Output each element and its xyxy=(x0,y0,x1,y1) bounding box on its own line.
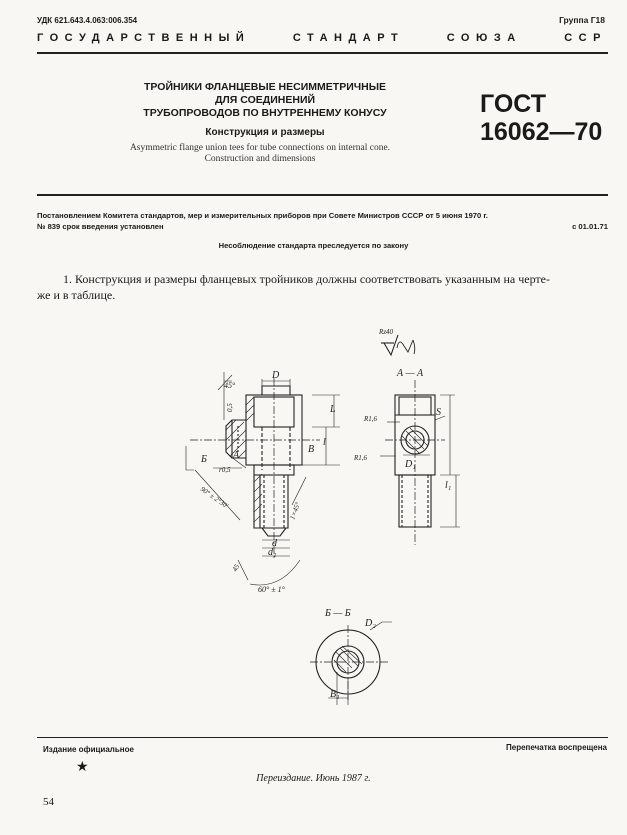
dim-D: D xyxy=(272,370,280,381)
angle-45-label: 45° xyxy=(224,381,236,390)
dim-d1: d₁ xyxy=(268,547,277,558)
title-line: Asymmetric flange union tees for tube connections on internal cone. xyxy=(129,143,391,153)
banner-word: СТАНДАРТ xyxy=(292,32,405,44)
decree-line: Постановлением Комитета стандартов, мер и измерительных приборов при Совете Министров СССР от 5 июня 1970 г. xyxy=(37,211,488,220)
paragraph-1-cont: же и в таблице. xyxy=(37,288,116,302)
title-line: ТРУБОПРОВОДОВ ПО ВНУТРЕННЕМУ КОНУСУ xyxy=(143,107,387,119)
star-icon: ★ xyxy=(76,758,89,774)
dim-S: S xyxy=(436,407,441,418)
dim-B: B xyxy=(308,444,315,455)
dim-L: L xyxy=(330,404,336,415)
effective-date: с 01.01.71 xyxy=(572,222,608,231)
title-line: ДЛЯ СОЕДИНЕНИЙ xyxy=(214,94,316,106)
gost-label: ГОСТ xyxy=(480,90,546,118)
group-code: Группа Г18 xyxy=(559,15,605,25)
title-line: ТРОЙНИКИ ФЛАНЦЕВЫЕ НЕСИММЕТРИЧНЫЕ xyxy=(144,81,386,93)
gost-code: 16062—70 xyxy=(480,118,603,146)
official-edition: Издание официальное xyxy=(43,745,134,754)
paragraph-1: 1. Конструкция и размеры фланцевых тройников должны соответствовать указанным на черте- xyxy=(63,272,551,286)
banner-word: ССР xyxy=(564,32,607,44)
reissue-note: Переиздание. Июнь 1987 г. xyxy=(256,773,371,784)
radius-label: R1,6 xyxy=(364,415,378,423)
page-number: 54 xyxy=(43,796,54,808)
bottom-rule xyxy=(37,737,608,738)
section-aa-label: А — А xyxy=(397,368,424,379)
banner-word: ГОСУДАРСТВЕННЫЙ xyxy=(37,32,251,44)
section-bb-label: Б — Б xyxy=(325,608,351,619)
legal-warning: Несоблюдение стандарта преследуется по закону xyxy=(218,241,409,250)
dim-D1: D₁ xyxy=(405,459,416,470)
udk-code: УДК 621.643.4.063:006.354 xyxy=(37,16,138,25)
angle-90-label: 90° ± 2°30' xyxy=(198,485,230,510)
angle-60-label: 60° ± 1° xyxy=(258,585,285,594)
dim-D2: D₂ xyxy=(365,618,376,629)
dim-d: d xyxy=(272,538,277,549)
tolerance-label: 0,5 xyxy=(226,403,234,412)
section-mark-b: Б xyxy=(201,454,207,465)
main-view xyxy=(186,372,340,585)
radius-label: R1,6 xyxy=(354,454,368,462)
dim-45-label: 45 xyxy=(230,562,242,573)
decree-line-2: № 839 срок введения установлен xyxy=(37,222,164,231)
dim-l1: l₁ xyxy=(445,480,452,491)
title-line: Construction and dimensions xyxy=(204,154,316,164)
roughness-label: Rz40 xyxy=(379,328,393,336)
section-mark-a: A xyxy=(233,450,240,461)
section-bb-view xyxy=(310,622,392,705)
dim-B1: B₁ xyxy=(330,689,340,700)
section-aa-view xyxy=(380,380,460,545)
dim-l: l xyxy=(323,437,326,448)
roughness-symbol xyxy=(381,335,415,355)
reprint-notice: Перепечатка воспрещена xyxy=(506,743,607,752)
russian-subtitle: Конструкция и размеры xyxy=(205,127,325,138)
radius-r05-label: r0,5 xyxy=(219,466,231,474)
banner-word: СОЮЗА xyxy=(446,32,522,44)
chamfer-label: 1×45° xyxy=(288,501,303,521)
